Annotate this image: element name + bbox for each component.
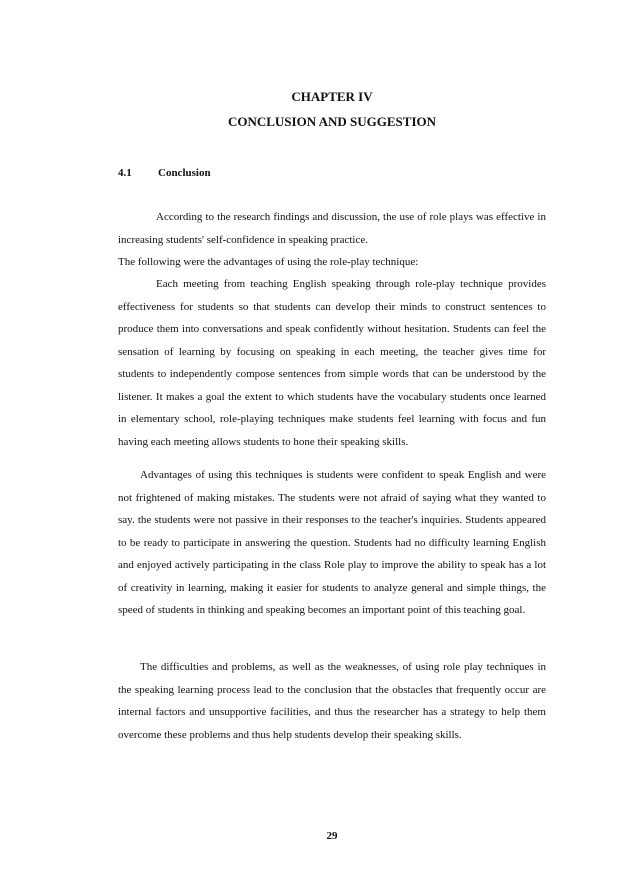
paragraph-advantages-lead: The following were the advantages of using the role-play technique: <box>118 256 419 268</box>
section-number: 4.1 <box>118 167 132 179</box>
chapter-number: CHAPTER IV <box>291 89 373 104</box>
paragraph-difficulties: The difficulties and problems, as well as the weaknesses, of using role play techniques in the speaking learning process lead to the conclusion that the obstacles that frequently occur are internal factors and unsupportive facilities, and thus the researcher has a strategy to help them overcome these problems and thus help students develop their speaking skills. <box>118 661 546 741</box>
paragraph-meeting-effectiveness: Each meeting from teaching English speaking through role-play technique provides effectiveness for students so that students can develop their minds to construct sentences to produce them into conversations and speak confidently without hesitation. Students can feel the sensation of learning by focusing on speaking in each meeting, the teacher gives time for students to independently compose sentences from simple words that can be understood by the listener. It makes a goal the extent to which students have the vocabulary students once learned in elementary school, role-playing techniques make students feel learning with focus and fun having each meeting allows students to hone their speaking skills. <box>118 278 546 448</box>
page-number: 29 <box>326 830 338 842</box>
chapter-title: CONCLUSION AND SUGGESTION <box>227 114 437 129</box>
paragraph-intro: According to the research findings and discussion, the use of role plays was effective in increasing students' self-confidence in speaking practice. <box>118 211 546 246</box>
section-title: Conclusion <box>158 167 211 179</box>
section-heading <box>118 166 211 180</box>
paragraph-advantages: Advantages of using this techniques is students were confident to speak English and were not frightened of making mistakes. The students were not afraid of saying what they wanted to say. the students were not passive in their responses to the teacher's inquiries. Students appeared to be ready to participate in answering the question. Students had no difficulty learning English and enjoyed actively participating in the class Role play to improve the ability to speak has a lot of creativity in learning, making it easier for students to analyze general and simple things, the speed of students in thinking and speaking becomes an important point of this teaching goal. <box>118 469 546 616</box>
